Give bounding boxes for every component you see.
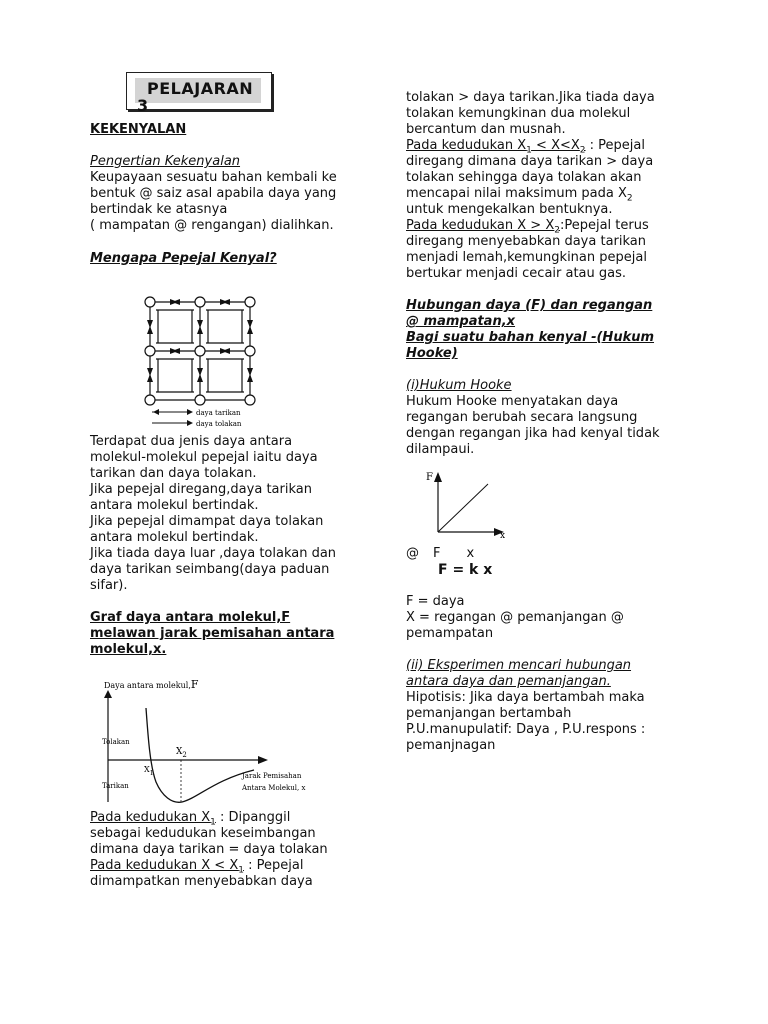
p1-line: dimana daya tarikan = daya tolakan xyxy=(90,842,328,857)
heading-graf: melawan jarak pemisahan antara xyxy=(90,626,335,641)
pengertian-line: Keupayaan sesuatu bahan kembali ke xyxy=(90,170,337,185)
body-line: Jika tiada daya luar ,daya tolakan dan xyxy=(90,546,337,561)
lesson-title: PELAJARAN xyxy=(147,79,254,98)
body-line: tarikan dan daya tolakan. xyxy=(90,466,257,481)
def-line: F = daya xyxy=(406,594,465,609)
hooke-line: dilampaui. xyxy=(406,442,475,457)
hooke-line: dengan regangan jika had kenyal tidak xyxy=(406,426,660,441)
hooke-graph xyxy=(420,468,520,542)
pengertian-line: bentuk @ saiz asal apabila daya yang xyxy=(90,186,337,201)
heading-pengertian: Pengertian Kekenyalan xyxy=(90,154,241,169)
eksperimen-line: pemanjangan bertambah xyxy=(406,706,572,721)
body-line: antara molekul bertindak. xyxy=(90,530,259,545)
lesson-number-cut: 3 xyxy=(137,96,149,115)
heading-graf: molekul,x. xyxy=(90,642,167,657)
p3-line: Pada kedudukan $X_1 < X<X_2$ : Pepejal xyxy=(406,138,645,156)
def-line: pemampatan xyxy=(406,626,494,641)
pengertian-line: ( mampatan @ rengangan) dialihkan. xyxy=(90,218,334,233)
body-line: Jika pepejal dimampat daya tolakan xyxy=(90,514,324,529)
graph-xlabel-1: Jarak Pemisahan xyxy=(242,772,302,780)
graph-xlabel-2: Antara Molekul, x xyxy=(242,784,306,792)
right-line: bercantum dan musnah. xyxy=(406,122,566,137)
legend-tolakan: daya tolakan xyxy=(196,420,242,428)
p3-line: mencapai nilai maksimum pada $X_2$ xyxy=(406,186,633,204)
body-line: Jika pepejal diregang,daya tarikan xyxy=(90,482,312,497)
graph-label-x1: $X_1$ xyxy=(144,765,154,777)
def-line: X = regangan @ pemanjangan @ xyxy=(406,610,624,625)
hooke-line: regangan berubah secara langsung xyxy=(406,410,638,425)
p3-line: tolakan sehingga daya tolakan akan xyxy=(406,170,642,185)
p4-line: diregang menyebabkan daya tarikan xyxy=(406,234,646,249)
graph-ylabel: Daya antara molekul,F xyxy=(104,678,199,691)
body-line: Terdapat dua jenis daya antara xyxy=(90,434,293,449)
proportionality: @ F x xyxy=(406,546,475,561)
pengertian-line: bertindak ke atasnya xyxy=(90,202,228,217)
heading-eksperimen: (ii) Eksperimen mencari hubungan xyxy=(406,658,632,673)
lesson-title-box xyxy=(126,72,272,115)
heading-kekenyalan: KEKENYALAN xyxy=(90,122,187,137)
p2-line: Pada kedudukan $X < X_1$ : Pepejal xyxy=(90,858,304,876)
heading-eksperimen: antara daya dan pemanjangan. xyxy=(406,674,611,689)
body-line: daya tarikan seimbang(daya paduan xyxy=(90,562,330,577)
p1-line: sebagai kedudukan keseimbangan xyxy=(90,826,316,841)
lesson-title-shade xyxy=(135,78,261,115)
hooke-formula: F = k x xyxy=(438,562,493,578)
force-distance-graph xyxy=(98,676,338,806)
body-line: sifar). xyxy=(90,578,128,593)
p3-line: untuk mengekalkan bentuknya. xyxy=(406,202,613,217)
p4-line: bertukar menjadi cecair atau gas. xyxy=(406,266,627,281)
heading-mengapa: Mengapa Pepejal Kenyal? xyxy=(90,251,277,266)
legend-tarikan: daya tarikan xyxy=(196,409,241,417)
force-curve xyxy=(146,708,254,802)
eksperimen-line: Hipotisis: Jika daya bertambah maka xyxy=(406,690,645,705)
graph-label-x2: $X_2$ xyxy=(176,747,187,759)
heading-hubungan: @ mampatan,x xyxy=(406,314,516,329)
graph-label-tarikan: Tarikan xyxy=(102,782,129,790)
hooke-line: Hukum Hooke menyatakan daya xyxy=(406,394,619,409)
heading-hubungan: Bagi suatu bahan kenyal -(Hukum xyxy=(406,330,655,345)
heading-hubungan: Hooke) xyxy=(406,346,458,361)
right-line: tolakan kemungkinan dua molekul xyxy=(406,106,631,121)
p4-line: Pada kedudukan $X > X_2:Pepejal$ terus xyxy=(406,218,649,236)
hooke-graph-ylabel: F xyxy=(426,472,433,483)
body-line: molekul-molekul pepejal iaitu daya xyxy=(90,450,318,465)
right-line: tolakan > daya tarikan.Jika tiada daya xyxy=(406,90,655,105)
graph-label-tolakan: Tolakan xyxy=(102,738,130,746)
heading-graf: Graf daya antara molekul,F xyxy=(90,610,291,625)
heading-hooke: (i)Hukum Hooke xyxy=(406,378,512,393)
p3-line: diregang dimana daya tarikan > daya xyxy=(406,154,654,169)
body-line: antara molekul bertindak. xyxy=(90,498,259,513)
molecular-lattice-diagram xyxy=(140,288,320,430)
eksperimen-line: pemanjnagan xyxy=(406,738,496,753)
heading-hubungan: Hubungan daya (F) dan regangan xyxy=(406,298,653,313)
p4-line: menjadi lemah,kemungkinan pepejal xyxy=(406,250,647,265)
hooke-graph-xlabel: x xyxy=(500,531,506,541)
p2-line: dimampatkan menyebabkan daya xyxy=(90,874,313,889)
eksperimen-line: P.U.manupulatif: Daya , P.U.respons : xyxy=(406,722,646,737)
p1-line: Pada kedudukan $X_1$ : Dipanggil xyxy=(90,810,291,828)
